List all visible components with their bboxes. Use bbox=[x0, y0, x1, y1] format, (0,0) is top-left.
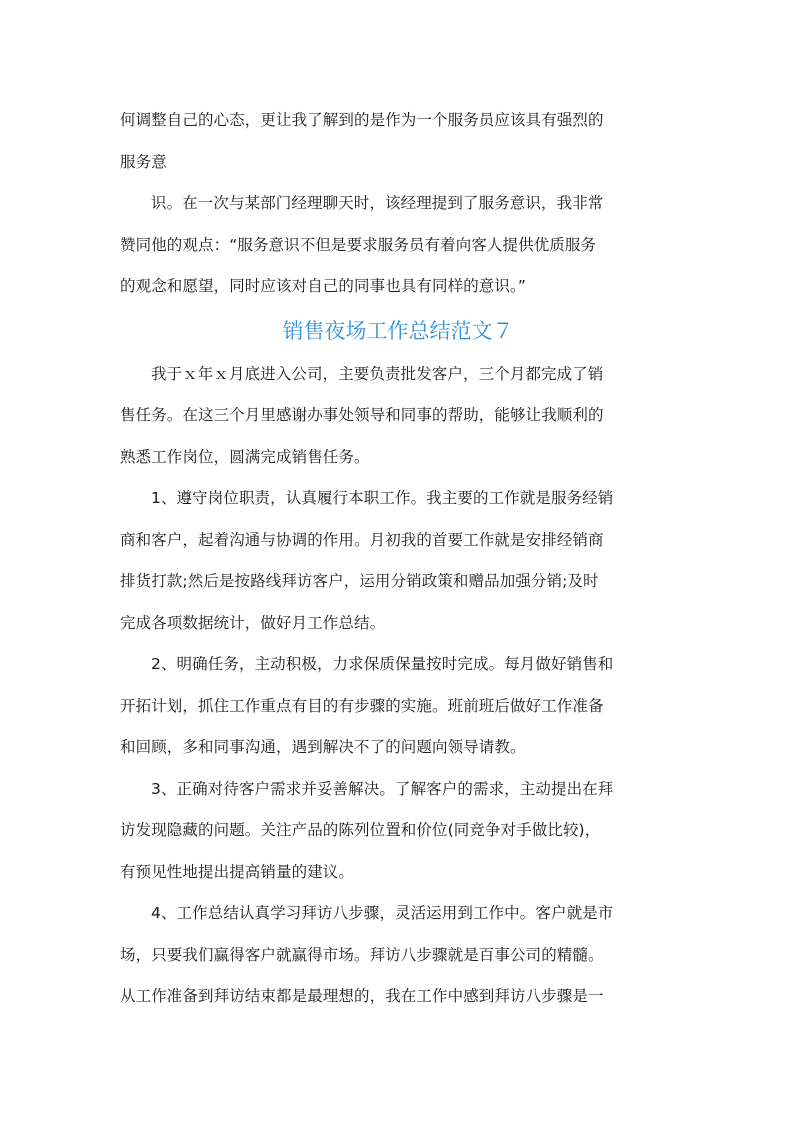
text-line: 开拓计划，抓住工作重点有目的有步骤的实施。班前班后做好工作准备 bbox=[120, 696, 604, 715]
text-line: 有预见性地提出提高销量的建议。 bbox=[120, 862, 355, 881]
text-line: 商和客户，起着沟通与协调的作用。月初我的首要工作就是安排经销商 bbox=[120, 530, 604, 549]
text-line: 赞同他的观点：“服务意识不但是要求服务员有着向客人提供优质服务 bbox=[120, 235, 597, 254]
text-line: 1、遵守岗位职责，认真履行本职工作。我主要的工作就是服务经销 bbox=[151, 489, 614, 507]
text-line: 场，只要我们赢得客户就赢得市场。拜访八步骤就是百事公司的精髓。 bbox=[120, 945, 604, 964]
document-content bbox=[120, 100, 676, 1018]
text-line: 4、工作总结认真学习拜访八步骤，灵活运用到工作中。客户就是市 bbox=[151, 904, 614, 922]
text-line: 2、明确任务，主动积极，力求保质保量按时完成。每月做好销售和 bbox=[151, 655, 614, 673]
text-line: 排货打款;然后是按路线拜访客户，运用分销政策和赠品加强分销;及时 bbox=[120, 572, 599, 590]
text-line: 服务意 bbox=[120, 152, 167, 171]
paragraph-intro-work bbox=[120, 354, 676, 479]
text-line: 售任务。在这三个月里感谢办事处领导和同事的帮助，能够让我顺利的 bbox=[120, 406, 604, 424]
text-line: 我于ｘ年ｘ月底进入公司，主要负责批发客户，三个月都完成了销 bbox=[151, 364, 604, 383]
point-1-paragraph bbox=[120, 478, 676, 644]
text-line: 和回顾，多和同事沟通，遇到解决不了的问题向领导请教。 bbox=[120, 738, 526, 756]
point-3-paragraph bbox=[120, 769, 676, 894]
text-line: 访发现隐藏的问题。关注产品的陈列位置和价位(同竞争对手做比较)， bbox=[120, 821, 601, 839]
text-line: 从工作准备到拜访结束都是最理想的，我在工作中感到拜访八步骤是一 bbox=[120, 987, 604, 1005]
intro-paragraph bbox=[120, 100, 676, 308]
text-line: 的观念和愿望，同时应该对自己的同事也具有同样的意识。” bbox=[120, 277, 526, 295]
section-title: 销售夜场工作总结范文７ bbox=[282, 318, 514, 343]
point-4-paragraph bbox=[120, 893, 676, 1018]
point-2-paragraph bbox=[120, 644, 676, 769]
text-line: 熟悉工作岗位，圆满完成销售任务。 bbox=[120, 447, 370, 466]
text-line: 3、正确对待客户需求并妥善解决。了解客户的需求，主动提出在拜 bbox=[151, 779, 614, 798]
text-line: 何调整自己的心态，更让我了解到的是作为一个服务员应该具有强烈的 bbox=[120, 111, 604, 129]
text-line: 完成各项数据统计，做好月工作总结。 bbox=[120, 613, 386, 632]
text-line: 识。在一次与某部门经理聊天时，该经理提到了服务意识，我非常 bbox=[151, 194, 604, 212]
